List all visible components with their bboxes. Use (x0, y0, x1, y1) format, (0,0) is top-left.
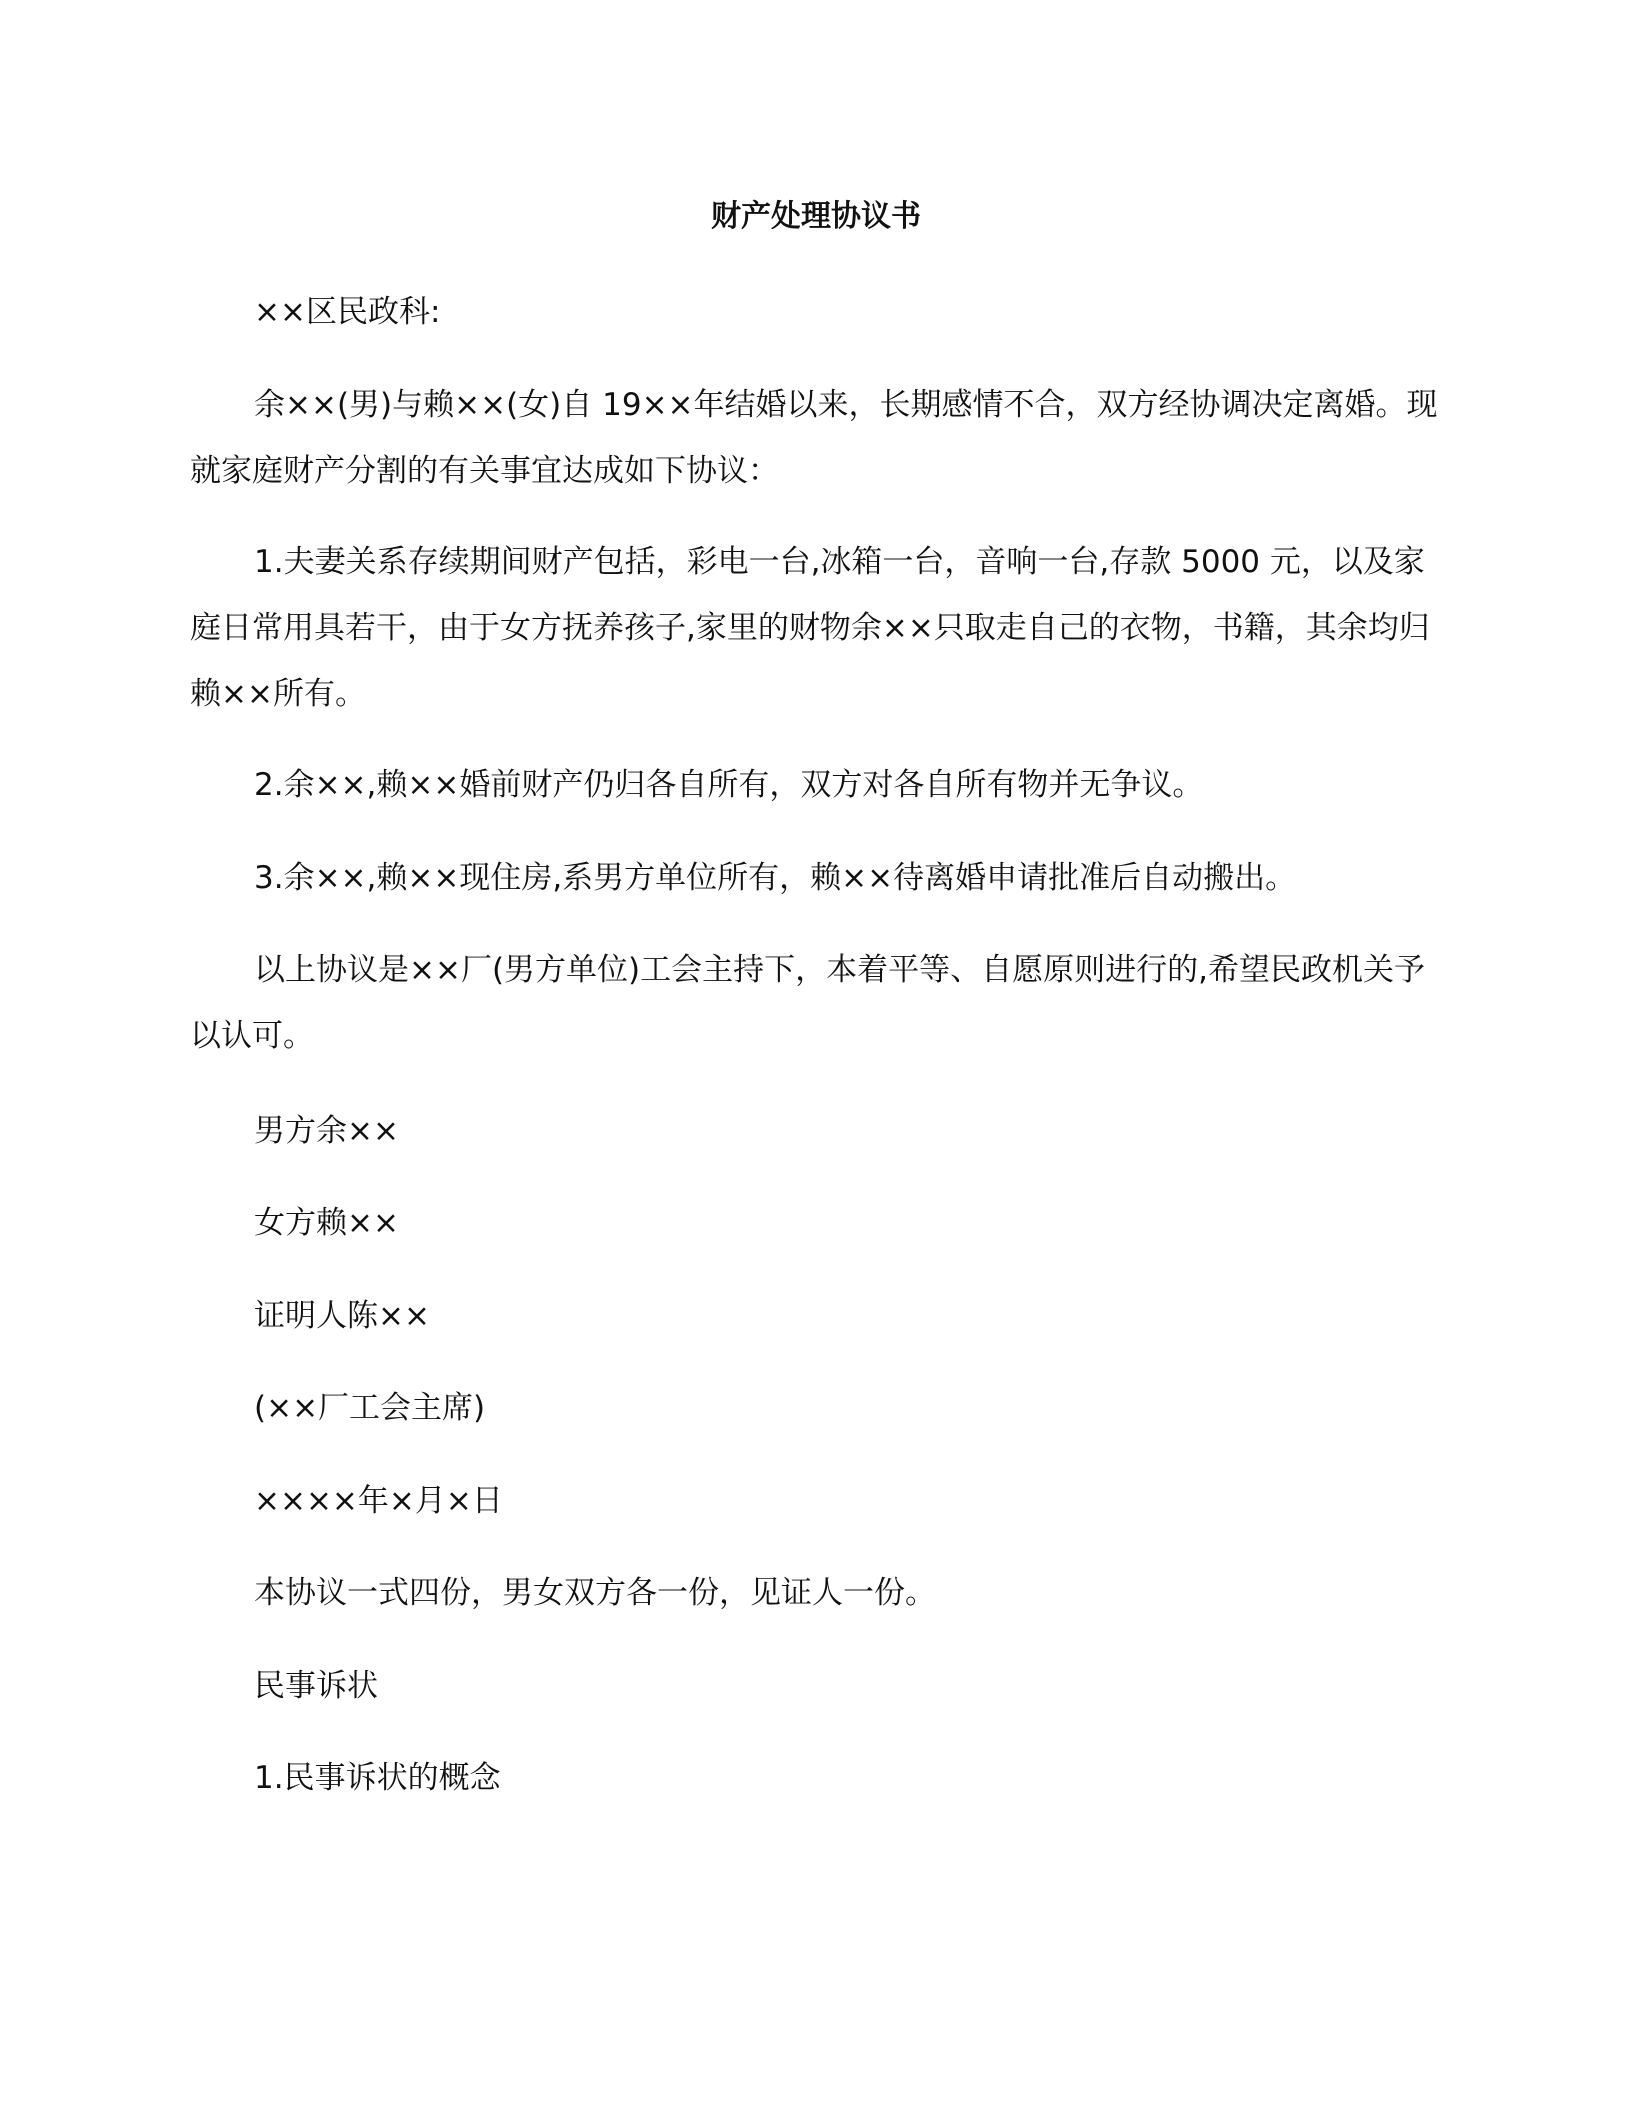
agreement-item-1: 1.夫妻关系存续期间财产包括，彩电一台,冰箱一台，音响一台,存款 5000 元，以及家庭日常用具若干，由于女方抚养孩子,家里的财物余××只取走自己的衣物，书籍，其余均归赖××所有。 (190, 544, 1430, 712)
document-title: 财产处理协议书 (711, 199, 921, 234)
witness-note: (××厂工会主席) (254, 1390, 486, 1426)
section-heading: 民事诉状 (254, 1668, 378, 1704)
salutation: ××区民政科: (254, 294, 441, 330)
signature-male: 男方余×× (254, 1113, 399, 1149)
signature-female: 女方赖×× (254, 1205, 399, 1241)
intro-paragraph: 余××(男)与赖××(女)自 19××年结婚以来，长期感情不合，双方经协调决定离婚。现就家庭财产分割的有关事宜达成如下协议： (190, 387, 1438, 489)
copies-note: 本协议一式四份，男女双方各一份，见证人一份。 (254, 1575, 936, 1611)
witness-line: 证明人陈×× (254, 1298, 430, 1334)
agreement-item-3: 3.余××,赖××现住房,系男方单位所有，赖××待离婚申请批准后自动搬出。 (254, 860, 1297, 896)
agreement-item-2: 2.余××,赖××婚前财产仍归各自所有，双方对各自所有物并无争议。 (254, 767, 1204, 803)
subsection-heading: 1.民事诉状的概念 (254, 1760, 501, 1796)
date-line: ××××年×月×日 (254, 1483, 503, 1519)
closing-paragraph: 以上协议是××厂(男方单位)工会主持下，本着平等、自愿原则进行的,希望民政机关予以认可。 (190, 952, 1425, 1054)
